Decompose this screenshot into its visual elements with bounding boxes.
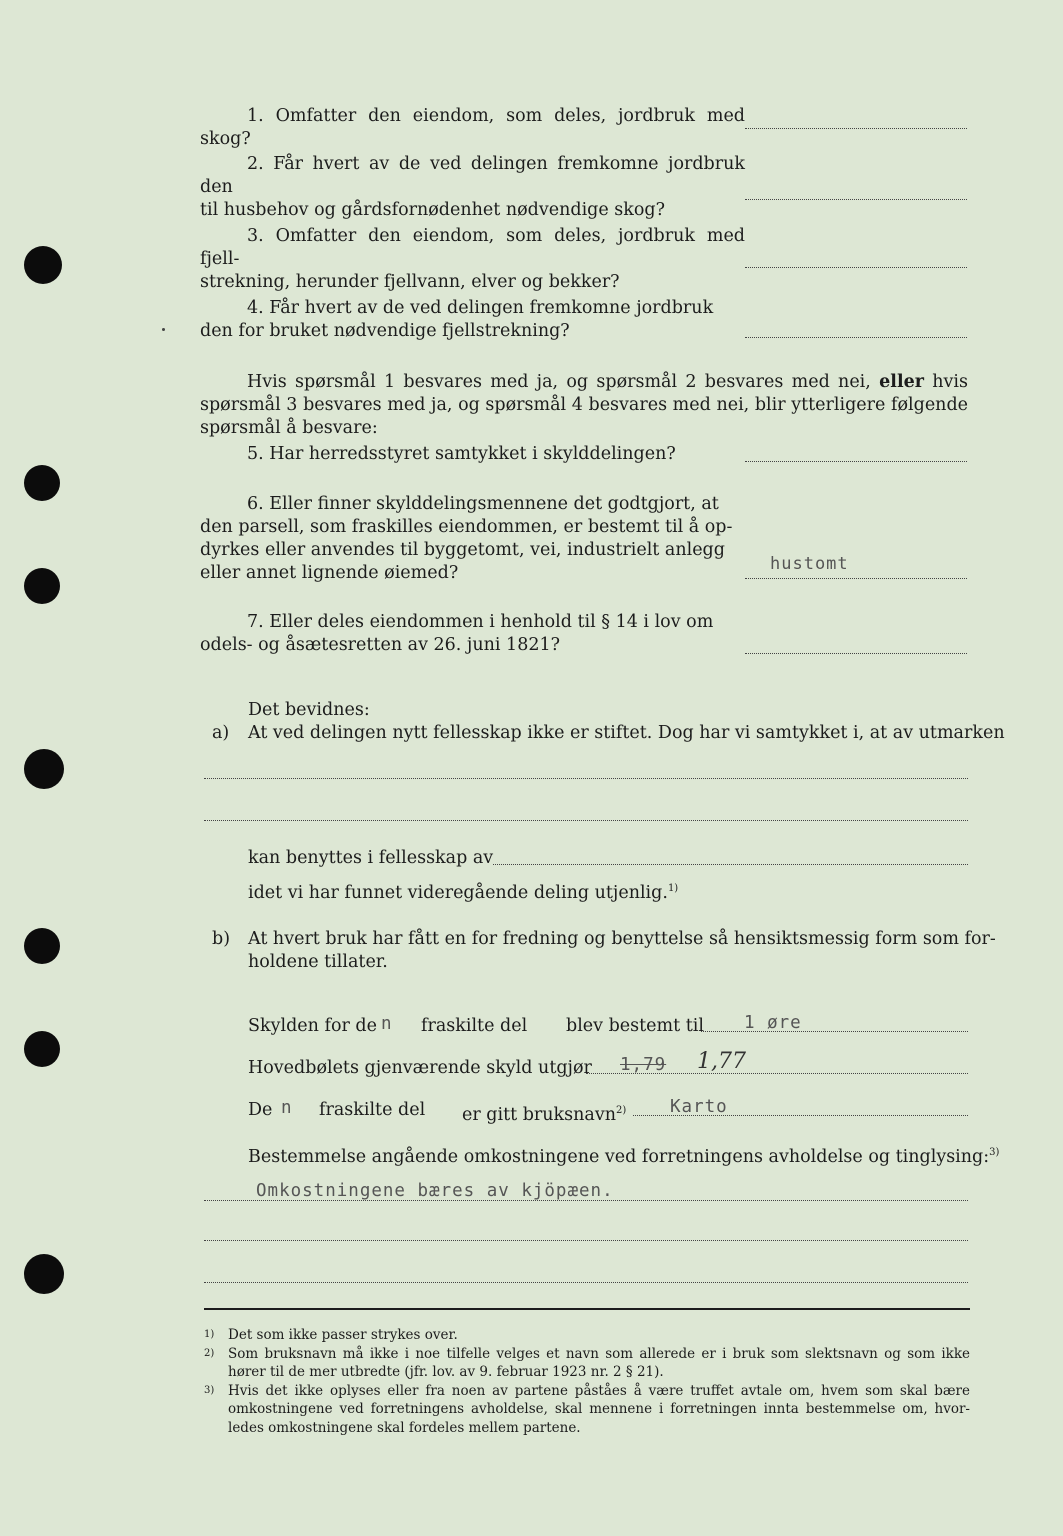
skyld-label-1: Skylden for de: [248, 1016, 377, 1036]
hoved-struck: 1,79: [620, 1055, 667, 1075]
de-label-2: fraskilte del: [319, 1100, 426, 1120]
punch-hole-icon: [24, 1031, 60, 1067]
best-label: Bestemmelse angående omkostningene ved forretningens avholdelse og tinglysing:$^{3)}$: [248, 1146, 1000, 1167]
punch-hole-icon: [24, 749, 64, 789]
answer-field-5[interactable]: [745, 437, 967, 462]
certify-a-text: At ved delingen nytt fellesskap ikke er stiftet. Dog har vi samtykket i, at av utmarken: [248, 723, 1005, 743]
answer-field-6[interactable]: [745, 554, 967, 579]
answer-field-4[interactable]: [745, 313, 967, 338]
punch-hole-icon: [24, 928, 60, 964]
punch-hole-icon: [24, 568, 60, 604]
speck: [162, 328, 165, 331]
bruksnavn-value: Karto: [670, 1097, 728, 1117]
skyld-line[interactable]: [701, 1030, 968, 1032]
punch-hole-icon: [24, 465, 60, 501]
answer-field-7[interactable]: [745, 629, 967, 654]
best-line-2[interactable]: [204, 1239, 968, 1241]
certify-b-text2: holdene tillater.: [248, 952, 388, 972]
de-label: De: [248, 1100, 273, 1120]
skyld-value: 1 øre: [744, 1013, 802, 1033]
answer-field-2[interactable]: [745, 175, 967, 200]
best-line-3[interactable]: [204, 1281, 968, 1283]
hoved-value: 1,77: [697, 1049, 746, 1074]
punch-hole-icon: [24, 1254, 64, 1294]
footnote-3: 3) Hvis det ikke oplyses eller fra noen av partene påståes å være truffet avtale om, hvem som skal bære omkostningene ved forretningens avholdelse, skal mennene i forretningen innta bestemmelse om, hvor-ledes omkostningene skal fordeles mellem partene.: [204, 1382, 970, 1436]
footnote-rule: [204, 1308, 970, 1310]
utmark-line-1[interactable]: [204, 777, 968, 779]
certify-b-label: b): [212, 929, 231, 949]
answer-field-1[interactable]: [745, 104, 967, 129]
footnote-2: 2) Som bruksnavn må ikke i noe tilfelle velges et navn som allerede er i bruk som slektsnavn og som ikke hører til de mer utbredte (jfr. lov. av 9. februar 1923 nr. 2 § 21).: [204, 1345, 970, 1380]
best-value: Omkostningene bæres av kjöpæen.: [256, 1181, 614, 1201]
certify-heading: Det bevidnes:: [248, 700, 370, 720]
skyld-label-2: fraskilte del: [421, 1016, 528, 1036]
footnote-1: 1) Det som ikke passer strykes over.: [204, 1327, 458, 1343]
question-4: 4. Får hvert av de ved delingen fremkomne jordbruk den for bruket nødvendige fjellstrekning?: [200, 298, 714, 341]
punch-hole-icon: [24, 246, 62, 284]
question-5: 5. Har herredsstyret samtykket i skylddelingen?: [247, 444, 676, 464]
fellesskap-line[interactable]: [493, 863, 968, 865]
answer-6-value: hustomt: [770, 554, 849, 574]
skyld-n: n: [381, 1014, 393, 1034]
question-6: 6. Eller finner skylddelingsmennene det godtgjort, at den parsell, som fraskilles eiendommen, er bestemt til å op- dyrkes eller anvendes til byggetomt, vei, industrielt anlegg eller annet lignende øiemed?: [200, 494, 733, 583]
question-1: 1. Omfatter den eiendom, som deles, jordbruk med skog?: [200, 106, 745, 149]
footnotes: [204, 1326, 970, 1437]
answer-field-3[interactable]: [745, 243, 967, 268]
certify-a-line3: idet vi har funnet videregående deling utjenlig.$^{1)}$: [248, 882, 679, 903]
de-n: n: [281, 1098, 293, 1118]
certify-b-text1: At hvert bruk har fått en for fredning og benyttelse så hensiktsmessig form som for-: [248, 929, 996, 949]
question-2: 2. Får hvert av de ved delingen fremkomne jordbruk den til husbehov og gårdsfornødenhet nødvendige skog?: [200, 154, 745, 220]
instruction-paragraph: Hvis spørsmål 1 besvares med ja, og spørsmål 2 besvares med nei, eller hvis spørsmål 3 besvares med ja, og spørsmål 4 besvares med nei, blir ytterligere følgende spørsmål å besvare:: [200, 372, 968, 438]
skyld-label-3: blev bestemt til: [566, 1016, 704, 1036]
certify-a-line2: kan benyttes i fellesskap av: [248, 848, 494, 868]
de-label-3: er gitt bruksnavn$^{2)}$: [462, 1104, 627, 1125]
hoved-label: Hovedbølets gjenværende skyld utgjør: [248, 1058, 592, 1078]
certify-a-label: a): [212, 723, 230, 743]
question-7: 7. Eller deles eiendommen i henhold til § 14 i lov om odels- og åsætesretten av 26. juni 1821?: [200, 612, 714, 655]
utmark-line-2[interactable]: [204, 819, 968, 821]
question-3: 3. Omfatter den eiendom, som deles, jordbruk med fjell- strekning, herunder fjellvann, elver og bekker?: [200, 226, 745, 292]
